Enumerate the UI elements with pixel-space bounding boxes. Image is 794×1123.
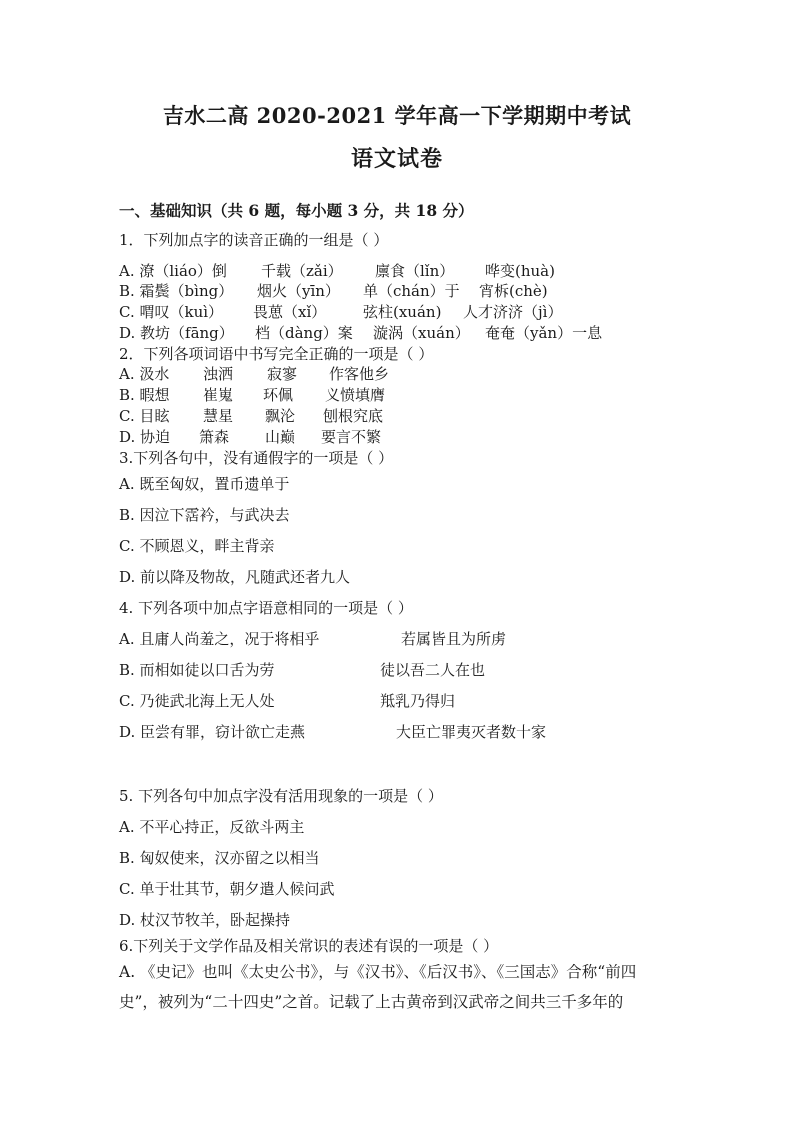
q5-stem: 5. 下列各句中加点字没有活用现象的一项是（ ）: [119, 787, 443, 805]
q2-a-4: 作客他乡: [329, 365, 390, 383]
q1-a-2: 千载（zǎi）: [261, 262, 343, 280]
q2-d-2: 箫森: [199, 428, 230, 446]
q1-d-1: D. 教坊（fāng）: [119, 324, 234, 342]
q1-b-1: B. 霜鬓（bìng）: [119, 282, 234, 300]
q1-option-a: [119, 261, 555, 281]
section-heading: 一、基础知识（共 6 题，每小题 3 分，共 18 分）: [119, 201, 474, 220]
q2-option-c: [119, 406, 383, 426]
q2-option-a: [119, 364, 389, 384]
q4-option-c: [119, 691, 455, 711]
q2-a-1: A. 汲水: [119, 365, 170, 383]
q2-c-2: 慧星: [203, 407, 234, 425]
q2-c-4: 刨根究底: [323, 407, 384, 425]
q2-b-2: 崔嵬: [203, 386, 234, 404]
q2-b-3: 环佩: [263, 386, 294, 404]
q4-a-2: 若属皆且为所虏: [401, 630, 507, 648]
q2-c-3: 飘沦: [265, 407, 296, 425]
q2-a-3: 寂寥: [267, 365, 298, 383]
exam-title: 吉水二高 2020-2021 学年高一下学期期中考试: [162, 103, 632, 128]
q2-option-d: [119, 427, 381, 447]
q6-stem: 6.下列关于文学作品及相关常识的表述有误的一项是（ ）: [119, 937, 499, 955]
q3-option-c: C. 不顾恩义，畔主背亲: [119, 537, 275, 555]
q1-d-2: 档（dàng）案: [255, 324, 353, 342]
q4-a-1: A. 且庸人尚羞之，况于将相乎: [119, 630, 320, 648]
q1-option-d: [119, 323, 602, 343]
q2-b-1: B. 暇想: [119, 386, 170, 404]
q4-c-2: 羝乳乃得归: [380, 692, 456, 710]
q5-option-b: B. 匈奴使来，汉亦留之以相当: [119, 849, 320, 867]
q5-option-c: C. 单于壮其节，朝夕遣人候问武: [119, 880, 335, 898]
q1-c-4: 人才济济（jì）: [463, 303, 563, 321]
q1-a-4: 哗变(huà): [485, 262, 555, 280]
q3-stem: 3.下列各句中，没有通假字的一项是（ ）: [119, 449, 394, 467]
q1-option-b: [119, 281, 548, 301]
q1-a-1: A. 潦（liáo）倒: [119, 262, 227, 280]
q1-b-3: 单（chán）于: [363, 282, 460, 300]
q4-b-1: B. 而相如徒以口舌为劳: [119, 661, 275, 679]
q2-b-4: 义愤填膺: [325, 386, 386, 404]
q2-d-1: D. 协迫: [119, 428, 171, 446]
q1-d-3: 漩涡（xuán）: [373, 324, 470, 342]
q1-c-1: C. 喟叹（kuì）: [119, 303, 224, 321]
q4-d-2: 大臣亡罪夷灭者数十家: [396, 723, 547, 741]
q4-c-1: C. 乃徙武北海上无人处: [119, 692, 275, 710]
q4-option-d: [119, 722, 546, 742]
q4-stem: 4. 下列各项中加点字语意相同的一项是（ ）: [119, 599, 413, 617]
q2-d-4: 要言不繁: [321, 428, 382, 446]
q1-a-3: 廪食（lǐn）: [375, 262, 455, 280]
q2-a-2: 浊洒: [203, 365, 234, 383]
exam-subtitle: 语文试卷: [350, 146, 443, 172]
q1-c-3: 弦柱(xuán): [363, 303, 442, 321]
q2-d-3: 山巅: [265, 428, 296, 446]
q4-b-2: 徒以吾二人在也: [380, 661, 486, 679]
q2-c-1: C. 目眩: [119, 407, 170, 425]
q5-option-a: A. 不平心持正，反欲斗两主: [119, 818, 305, 836]
q3-option-b: B. 因泣下霑衿，与武决去: [119, 506, 290, 524]
q1-c-2: 畏葸（xǐ）: [253, 303, 327, 321]
q1-b-4: 宵柝(chè): [479, 282, 548, 300]
q4-option-a: [119, 629, 506, 649]
q4-d-1: D. 臣尝有罪，窃计欲亡走燕: [119, 723, 306, 741]
q1-b-2: 烟火（yīn）: [257, 282, 340, 300]
q5-option-d: D. 杖汉节牧羊，卧起操持: [119, 911, 291, 929]
q6-option-a: A. 《史记》也叫《太史公书》，与《汉书》、《后汉书》、《三国志》合称“前四史”，被列为“二十四史”之首。记载了上古黄帝到汉武帝之间共三千多年的: [119, 963, 637, 1011]
q4-option-b: [119, 660, 485, 680]
q3-option-a: A. 既至匈奴，置币遗单于: [119, 475, 290, 493]
q1-d-4: 奄奄（yǎn）一息: [485, 324, 603, 342]
q1-option-c: [119, 302, 562, 322]
q2-option-b: [119, 385, 385, 405]
q2-stem: 2．下列各项词语中书写完全正确的一项是（ ）: [119, 345, 434, 363]
q1-stem: 1．下列加点字的读音正确的一组是（ ）: [119, 231, 389, 249]
q3-option-d: D. 前以降及物故，凡随武还者九人: [119, 568, 351, 586]
